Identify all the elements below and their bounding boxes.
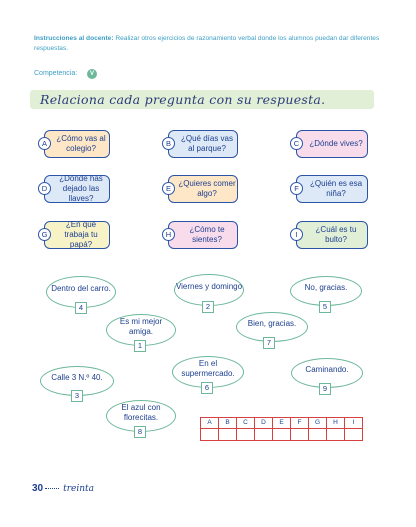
answer-text: Bien, gracias. bbox=[247, 319, 297, 328]
answer-number-box[interactable]: 9 bbox=[319, 383, 331, 395]
question-card-g bbox=[44, 221, 110, 249]
question-text: ¿Qué días vas al parque? bbox=[180, 134, 234, 153]
question-letter-a: A bbox=[38, 137, 51, 150]
grid-letter-cell: C bbox=[237, 418, 255, 429]
grid-letter-cell: D bbox=[255, 418, 273, 429]
question-letter-i: I bbox=[290, 228, 303, 241]
question-letter-f: F bbox=[290, 182, 303, 195]
answer-number-box[interactable]: 2 bbox=[202, 301, 214, 313]
answer-text: Calle 3 N.º 40. bbox=[51, 373, 103, 382]
question-letter-b: B bbox=[162, 137, 175, 150]
question-text: ¿Cómo vas al colegio? bbox=[56, 134, 106, 153]
competencia-label: Competencia: bbox=[34, 70, 78, 77]
answer-number-box[interactable]: 8 bbox=[134, 426, 146, 438]
answer-number-box[interactable]: 5 bbox=[319, 301, 331, 313]
question-text: ¿En qué trabaja tu papá? bbox=[64, 220, 98, 249]
grid-letter-cell: B bbox=[219, 418, 237, 429]
question-text: ¿Dónde vives? bbox=[309, 139, 363, 148]
teacher-instructions bbox=[34, 34, 384, 54]
answer-text: Viernes y domingo bbox=[175, 282, 243, 291]
instructions-label: Instrucciones al docente: bbox=[34, 35, 114, 42]
page-footer bbox=[32, 478, 94, 496]
answer-text: Caminando. bbox=[305, 365, 349, 374]
answer-text: Es mi mejor amiga. bbox=[119, 317, 163, 336]
grid-letter-cell: G bbox=[309, 418, 327, 429]
question-text: ¿Quién es esa niña? bbox=[309, 179, 363, 198]
grid-answer-cell[interactable] bbox=[237, 429, 255, 441]
page-number-word: treinta bbox=[63, 484, 95, 494]
question-card-c bbox=[296, 130, 368, 158]
grid-answer-row bbox=[201, 429, 363, 441]
answer-number-box[interactable]: 3 bbox=[71, 390, 83, 402]
answer-text: El azul con florecitas. bbox=[121, 403, 161, 422]
grid-letter-cell: A bbox=[201, 418, 219, 429]
footer-dots bbox=[45, 488, 59, 489]
answer-grid bbox=[200, 417, 363, 441]
answer-text: No, gracias. bbox=[304, 283, 348, 292]
grid-answer-cell[interactable] bbox=[291, 429, 309, 441]
question-card-d bbox=[44, 175, 110, 203]
exercise-title: Relaciona cada pregunta con su respuesta. bbox=[40, 92, 326, 107]
question-card-e bbox=[168, 175, 238, 203]
question-text: ¿Cuál es tu bulto? bbox=[315, 225, 357, 244]
question-text: ¿Quieres comer algo? bbox=[178, 179, 236, 198]
question-letter-d: D bbox=[38, 182, 51, 195]
grid-answer-cell[interactable] bbox=[273, 429, 291, 441]
answer-number-box[interactable]: 6 bbox=[201, 382, 213, 394]
question-letter-g: G bbox=[38, 228, 51, 241]
answer-text: Dentro del carro. bbox=[51, 284, 111, 293]
question-text: ¿Dónde has dejado las llaves? bbox=[59, 174, 103, 203]
answer-number-box[interactable]: 4 bbox=[75, 302, 87, 314]
grid-letter-cell: F bbox=[291, 418, 309, 429]
question-card-h bbox=[168, 221, 238, 249]
page-number: 30 bbox=[32, 483, 44, 494]
grid-letter-cell: H bbox=[327, 418, 345, 429]
grid-answer-cell[interactable] bbox=[219, 429, 237, 441]
question-letter-h: H bbox=[162, 228, 175, 241]
grid-answer-cell[interactable] bbox=[345, 429, 363, 441]
answer-text: En el supermercado. bbox=[181, 359, 235, 378]
grid-answer-cell[interactable] bbox=[309, 429, 327, 441]
answer-number-box[interactable]: 7 bbox=[263, 337, 275, 349]
question-letter-c: C bbox=[290, 137, 303, 150]
grid-letter-row bbox=[201, 418, 363, 429]
question-card-f bbox=[296, 175, 368, 203]
instructions-text: Realizar otros ejercicios de razonamiento verbal donde los alumnos puedan dar diferentes respuestas. bbox=[34, 35, 380, 52]
competencia-badge: V bbox=[87, 69, 97, 79]
grid-answer-cell[interactable] bbox=[327, 429, 345, 441]
grid-letter-cell: E bbox=[273, 418, 291, 429]
question-letter-e: E bbox=[162, 182, 175, 195]
question-card-a bbox=[44, 130, 110, 158]
question-text: ¿Cómo te sientes? bbox=[189, 225, 225, 244]
answer-number-box[interactable]: 1 bbox=[134, 340, 146, 352]
question-card-i bbox=[296, 221, 368, 249]
grid-answer-cell[interactable] bbox=[201, 429, 219, 441]
grid-letter-cell: I bbox=[345, 418, 363, 429]
question-card-b bbox=[168, 130, 238, 158]
grid-answer-cell[interactable] bbox=[255, 429, 273, 441]
